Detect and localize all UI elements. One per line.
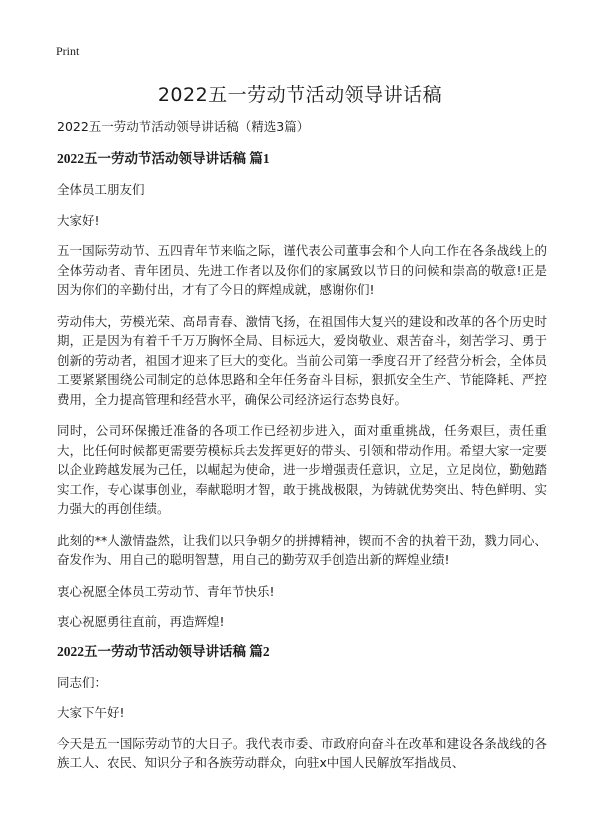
salutation: 全体员工朋友们 xyxy=(57,182,145,197)
closing-wish: 衷心祝愿全体员工劳动节、青年节快乐! xyxy=(57,583,275,599)
section-heading: 2022五一劳动节活动领导讲话稿 篇1 xyxy=(57,151,270,166)
greeting: 大家好! xyxy=(57,212,100,228)
section-2 xyxy=(57,643,547,773)
body-paragraph: 今天是五一国际劳动节的大日子。我代表市委、市政府向奋斗在改革和建设各条战线的各族工人、农民、知识分子和各族劳动群众，向驻x中国人民解放军指战员、 xyxy=(57,735,547,770)
salutation: 同志们： xyxy=(57,674,108,690)
body-paragraph: 此刻的**人激情盎然，让我们以只争朝夕的拼搏精神，锲而不舍的执着干劲，戮力同心、奋发作为、用自己的聪明智慧，用自己的勤劳双手创造出新的辉煌业绩! xyxy=(57,532,547,567)
greeting: 大家下午好! xyxy=(57,705,125,720)
document-body xyxy=(57,118,547,785)
closing-wish: 衷心祝愿勇往直前，再造辉煌! xyxy=(57,614,225,629)
body-paragraph: 同时，公司环保搬迁准备的各项工作已经初步进入，面对重重挑战，任务艰巨，责任重大，比任何时候都更需要劳模标兵去发挥更好的带头、引领和带动作用。希望大家一定要以企业跨越发展为己任，以崛起为使命，进一步增强责任意识，立足，立足岗位，勤勉踏实工作，专心谋事创业，奉献聪明才智，敢于挑战极限，为铸就优势突出、特色鲜明、实力强大的再创佳绩。 xyxy=(57,423,547,516)
document-subtitle: 2022五一劳动节活动领导讲话稿（精选3篇） xyxy=(57,119,310,134)
page-title: 2022五一劳动节活动领导讲话稿 xyxy=(157,84,443,106)
section-heading: 2022五一劳动节活动领导讲话稿 篇2 xyxy=(57,643,270,659)
section-1 xyxy=(57,150,547,632)
body-paragraph: 劳动伟大，劳模光荣、高昂青春、激情飞扬，在祖国伟大复兴的建设和改革的各个历史时期，正是因为有着千千万万胸怀全局、目标远大，爱岗敬业、艰苦奋斗，刻苦学习、勇于创新的劳动者，祖国才迎来了巨大的变化。当前公司第一季度召开了经营分析会，全体员工要紧紧围绕公司制定的总体思路和全年任务奋斗目标，狠抓安全生产、节能降耗、严控费用，全力提高管理和经营水平，确保公司经济运行态势良好。 xyxy=(57,313,547,407)
print-link[interactable]: Print xyxy=(56,44,80,58)
body-paragraph: 五一国际劳动节、五四青年节来临之际，谨代表公司董事会和个人向工作在各条战线上的全体劳动者、青年团员、先进工作者以及你们的家属致以节日的问候和崇高的敬意!正是因为你们的辛勤付出，才有了今日的辉煌成就，感谢你们! xyxy=(57,243,547,297)
